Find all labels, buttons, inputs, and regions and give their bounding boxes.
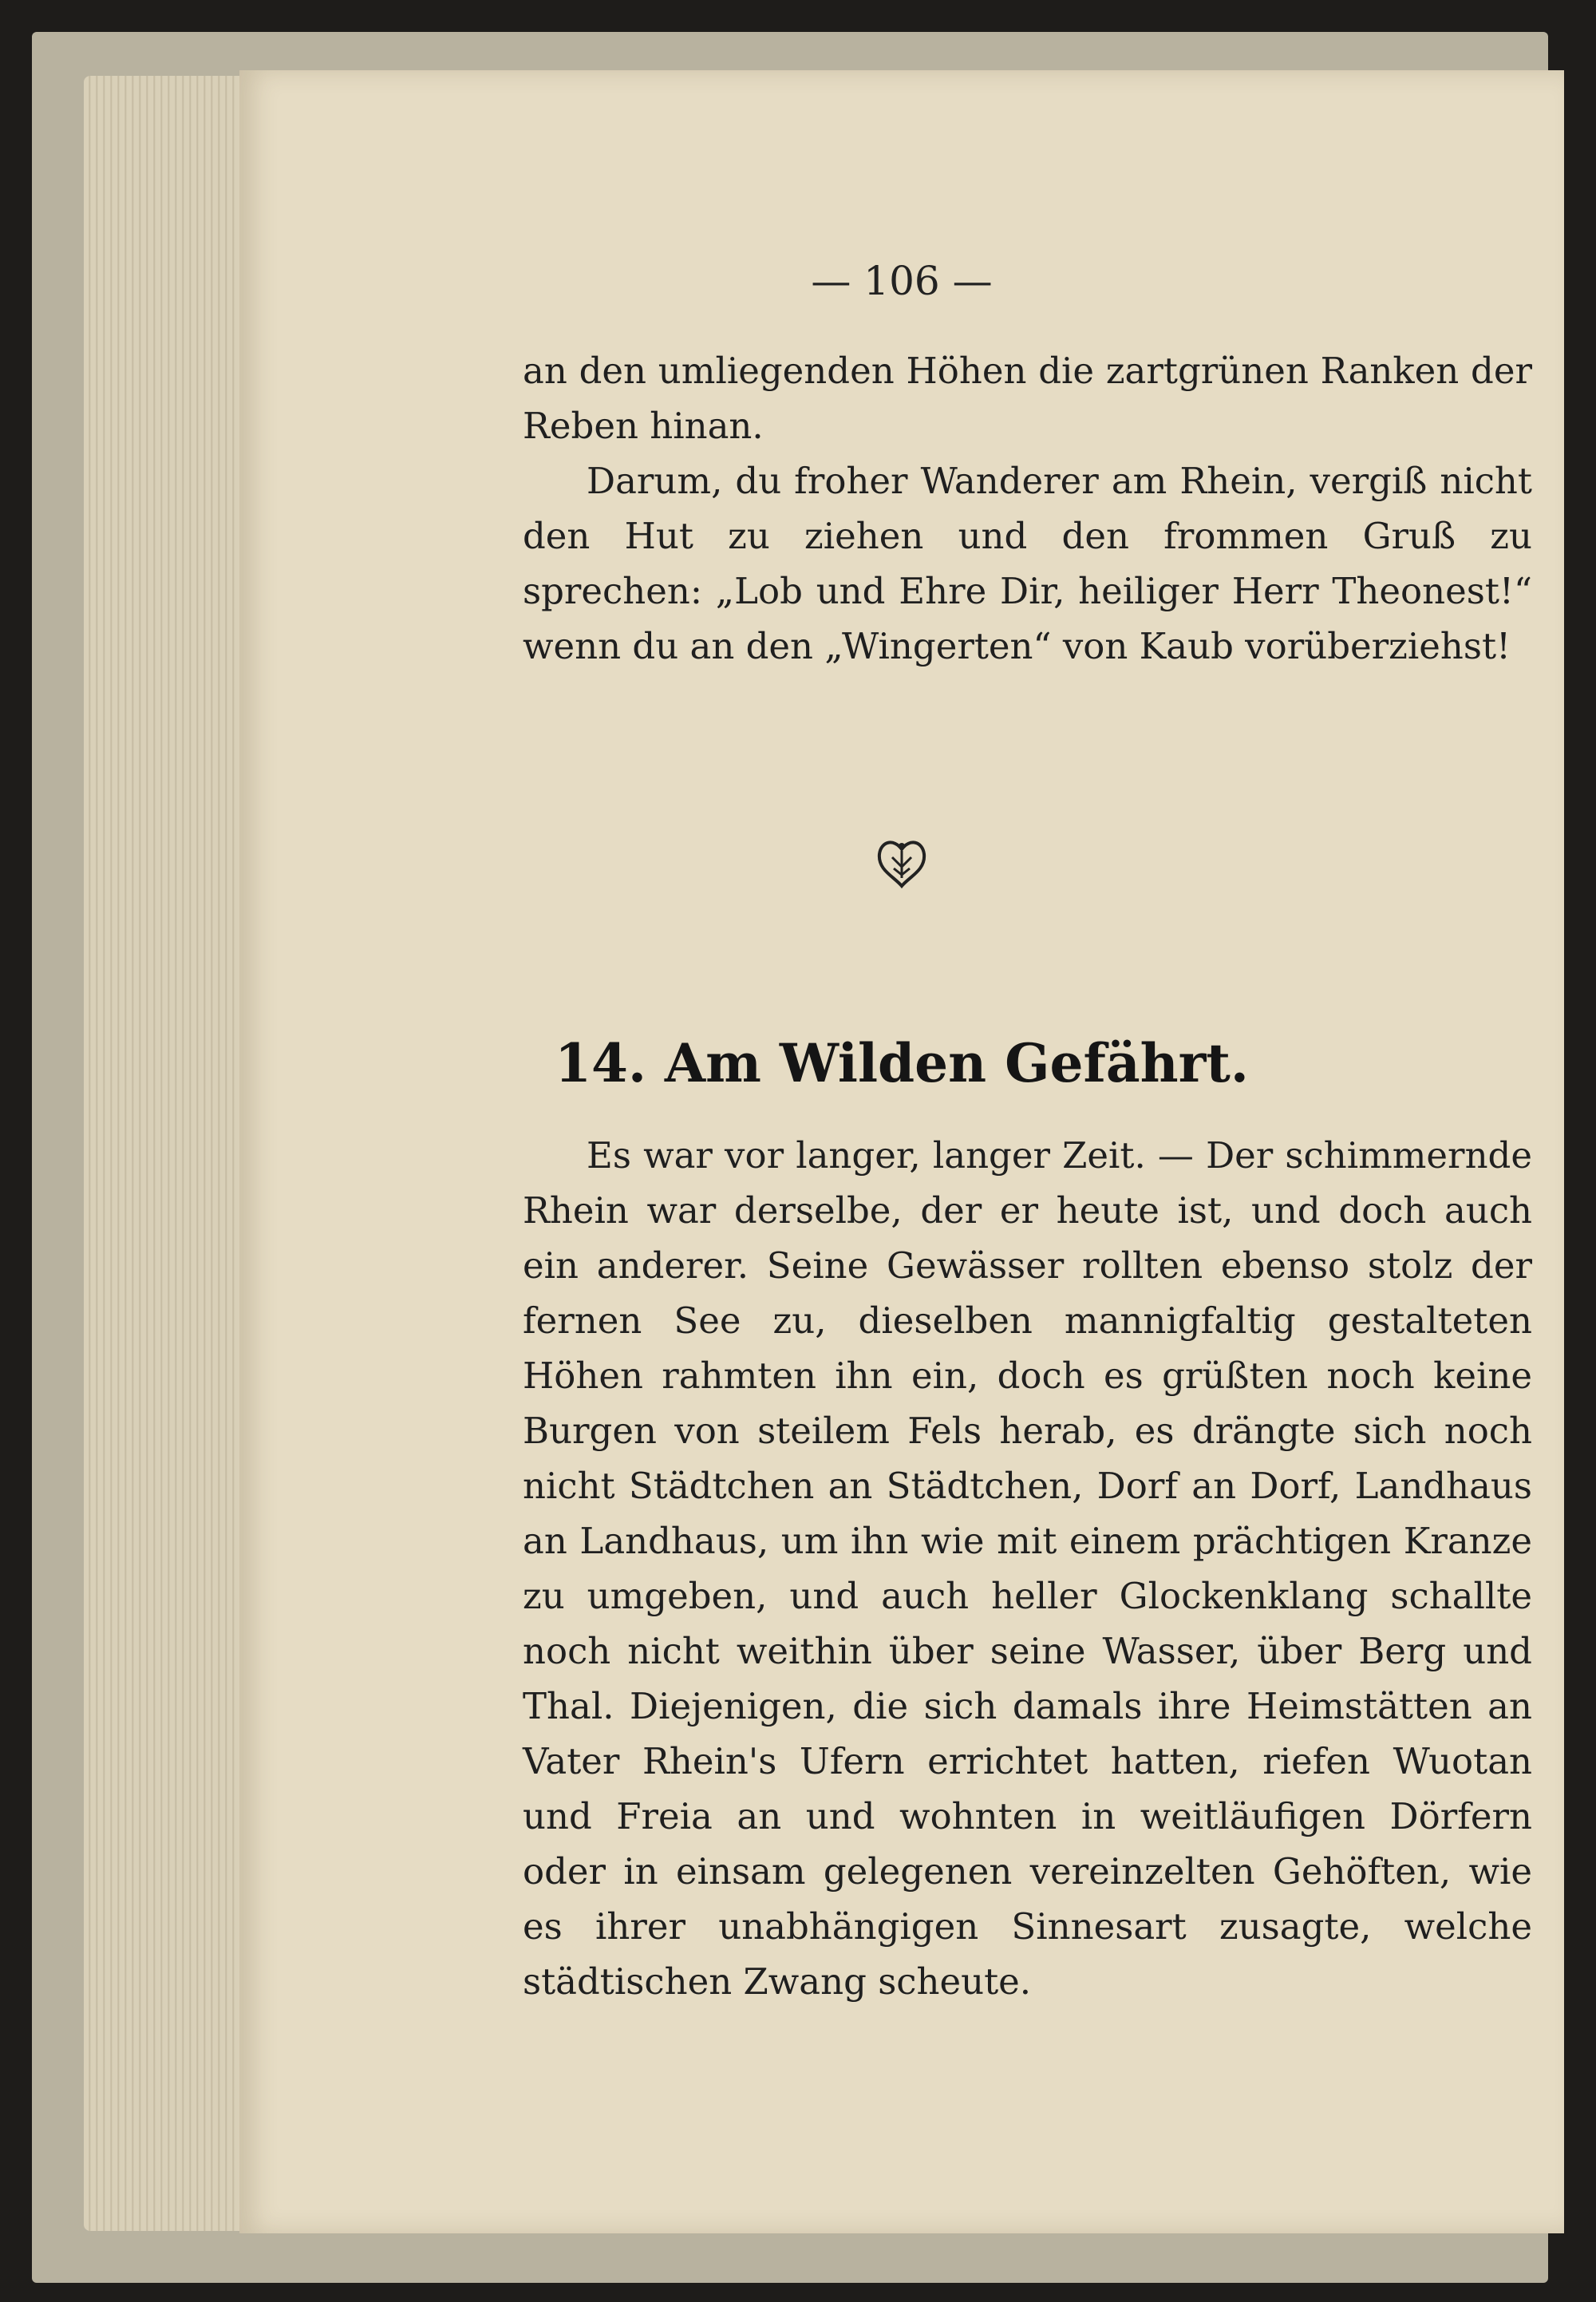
book-page bbox=[239, 70, 1564, 2233]
fleuron-ornament-icon bbox=[239, 829, 1564, 896]
page-edges bbox=[84, 76, 243, 2231]
text-block-top bbox=[523, 343, 1532, 674]
continuation-text: an den umliegenden Höhen die zartgrünen Ranken der Reben hinan. bbox=[523, 350, 1532, 447]
page-number: — 106 — bbox=[811, 258, 993, 304]
paragraph-2: Es war vor langer, langer Zeit. — Der schimmernde Rhein war derselbe, der er heute ist, und doch auch ein anderer. Seine Gewässer rollten ebenso stolz der fernen See zu, dieselben mannigfaltig gestalteten Höhen rahmten ihn ein, doch es grüßten noch keine Burgen von steilem Fels herab, es drängte sich noch nicht Städtchen an Städtchen, Dorf an Dorf, Landhaus an Landhaus, um ihn wie mit einem prächtigen Kranze zu umgeben, und auch heller Glockenklang schallte noch nicht weithin über seine Wasser, über Berg und Thal. Diejenigen, die sich damals ihre Heimstätten an Vater Rhein's Ufern errichtet hatten, riefen Wuotan und Freia an und wohnten in weitläufigen Dörfern oder in einsam gelegenen vereinzelten Gehöften, wie es ihrer unabhängigen Sinnesart zusagte, welche städtischen Zwang scheute. bbox=[523, 1134, 1532, 2003]
chapter-heading: 14. Am Wilden Gefährt. bbox=[555, 1032, 1249, 1094]
text-block-chapter bbox=[523, 1128, 1532, 2009]
paragraph-1: Darum, du froher Wanderer am Rhein, vergiß nicht den Hut zu ziehen und den frommen Gruß zu sprechen: „Lob und Ehre Dir, heiliger Herr Theonest!“ wenn du an den „Wingerten“ von Kaub vorüberziehst! bbox=[523, 460, 1532, 667]
